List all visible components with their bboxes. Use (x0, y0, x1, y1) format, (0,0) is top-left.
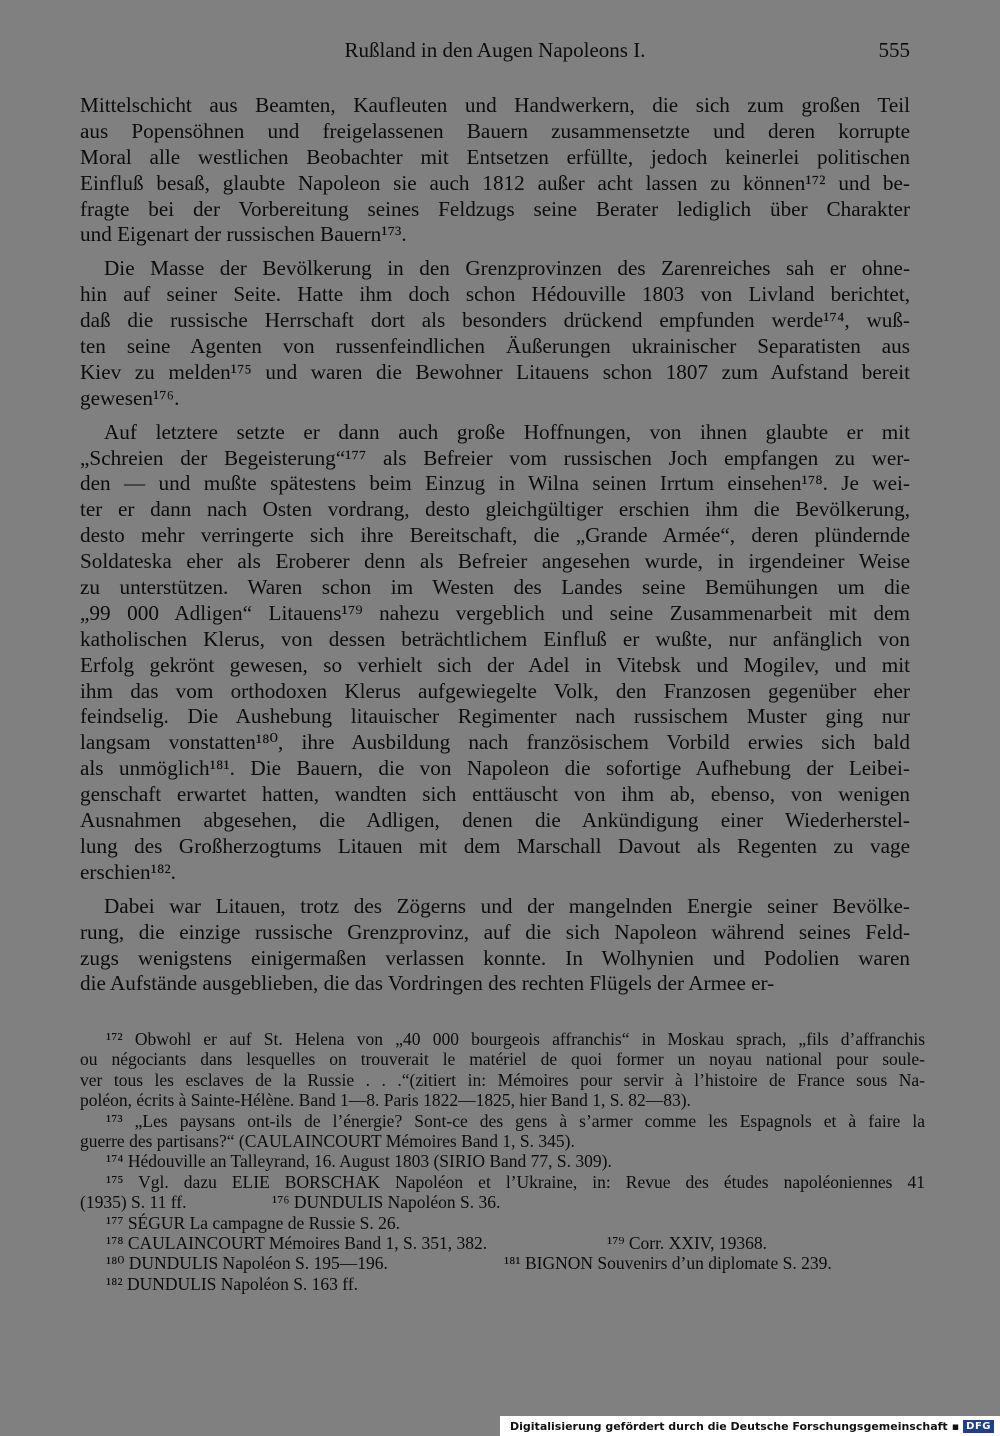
footnote-line: poléon, écrits à Sainte-Hélène. Band 1—8. Paris 1822—1825, hier Band 1, S. 82—83). (80, 1090, 691, 1111)
footnote-line: ¹⁸² DUNDULIS Napoléon S. 163 ff. (106, 1273, 359, 1294)
text-line: ten seine Agenten von russenfeindlichen Äußerungen ukrainischer Separatisten aus (80, 334, 910, 359)
body-text (80, 93, 910, 1005)
text-line: desto mehr verringerte sich ihre Bereitschaft, die „Grande Armée“, deren plündernde (80, 523, 910, 548)
text-line: erschien¹⁸². (80, 859, 176, 884)
text-line: hin auf seiner Seite. Hatte ihm doch schon Hédouville 1803 von Livland berichtet, (80, 282, 910, 307)
dfg-logo-icon: DFG (963, 1420, 994, 1433)
footnote-entry: ¹⁷⁸ CAULAINCOURT Mémoires Band 1, S. 351, 382. (106, 1232, 488, 1253)
footnote-line: ¹⁷⁷ SÉGUR La campagne de Russie S. 26. (106, 1212, 401, 1233)
footnote-line: ver tous les esclaves de la Russie . . .“(zitiert in: Mémoires pour servir à l’histoire de France sous Na- (80, 1069, 925, 1090)
footnote-line: ¹⁷³ „Les paysans ont-ils de l’énergie? Sont-ce des gens à s’armer comme les Espagnols et à faire la (106, 1110, 925, 1131)
footnote-line: ou négociants dans lesquelles on trouverait le matériel de quoi former un noyau national pour soule- (80, 1049, 925, 1070)
running-title: Rußland in den Augen Napoleons I. (344, 38, 646, 62)
text-line: Dabei war Litauen, trotz des Zögerns und der mangelnden Energie seiner Bevölke- (104, 893, 910, 918)
text-line: Die Masse der Bevölkerung in den Grenzprovinzen des Zarenreiches sah er ohne- (104, 256, 910, 281)
text-line: rung, die einzige russische Grenzprovinz, auf die sich Napoleon während seines Feld- (80, 919, 910, 944)
text-line: Ausnahmen abgesehen, die Adligen, denen die Ankündigung einer Wiederherstel- (80, 808, 910, 833)
text-line: Auf letztere setzte er dann auch große Hoffnungen, von ihnen glaubte er mit (104, 419, 910, 444)
page-number: 555 (878, 38, 910, 62)
footnote-entry: (1935) S. 11 ff. (80, 1192, 187, 1213)
footnote-entry: ¹⁷⁹ Corr. XXIV, 19368. (607, 1232, 768, 1253)
text-line: genschaft erwartet hatten, wandten sich enttäuscht von ihm ab, ebenso, von wenigen (80, 782, 910, 807)
text-line: fragte bei der Vorbereitung seines Feldzugs seine Berater lediglich über Charakter (80, 196, 910, 221)
text-line: langsam vonstatten¹⁸⁰, ihre Ausbildung nach französischem Vorbild erwies sich bald (80, 730, 910, 755)
text-line: zu unterstützen. Waren schon im Westen des Landes seine Bemühungen um die (80, 575, 910, 600)
footnote-entry: ¹⁸⁰ DUNDULIS Napoléon S. 195—196. (106, 1253, 388, 1274)
footnote-line (80, 1253, 925, 1273)
text-line: feindselig. Die Aushebung litauischer Regimenter nach russischem Muster ging nur (80, 704, 910, 729)
text-line: ter er dann nach Osten vordrang, desto gleichgültiger erschien ihm die Bevölkerung, (80, 497, 910, 522)
text-line: aus Popensöhnen und freigelassenen Bauern zusammensetzte und deren korrupte (80, 118, 910, 143)
text-line: Mittelschicht aus Beamten, Kaufleuten und Handwerkern, die sich zum großen Teil (80, 93, 910, 117)
footnote-line: ¹⁷⁵ Vgl. dazu ELIE BORSCHAK Napoléon et l’Ukraine, in: Revue des études napoléoniennes 41 (106, 1171, 925, 1192)
text-line: lung des Großherzogtums Litauen mit dem Marschall Davout als Regenten zu vage (80, 833, 910, 858)
footnote-line (80, 1192, 925, 1212)
footnote-line (80, 1233, 925, 1253)
banner-text: Digitalisierung gefördert durch die Deutsche Forschungsgemeinschaft (510, 1419, 948, 1433)
dfg-banner: Digitalisierung gefördert durch die Deutsche Forschungsgemeinschaft ▪ DFG (500, 1416, 1000, 1436)
text-line: ihm das vom orthodoxen Klerus aufgewiegelte Volk, den Franzosen gegenüber eher (80, 678, 910, 703)
paragraph (80, 894, 910, 998)
text-line: daß die russische Herrschaft dort als besonders drückend empfunden werde¹⁷⁴, wuß- (80, 308, 910, 333)
footnote-entry: ¹⁷⁶ DUNDULIS Napoléon S. 36. (272, 1192, 501, 1213)
text-line: „Schreien der Begeisterung“¹⁷⁷ als Befreier vom russischen Joch empfangen zu wer- (80, 445, 910, 470)
text-line: „99 000 Adligen“ Litauens¹⁷⁹ nahezu vergeblich und seine Zusammenarbeit mit dem (80, 600, 910, 625)
text-line: Erfolg gekrönt gewesen, so verhielt sich der Adel in Vitebsk und Mogilev, und mit (80, 652, 910, 677)
text-line: Soldateska eher als Eroberer denn als Befreier angesehen wurde, in irgendeiner Weise (80, 549, 910, 574)
page-header (80, 38, 910, 68)
text-line: Kiev zu melden¹⁷⁵ und waren die Bewohner Litauens schon 1807 zum Aufstand bereit (80, 359, 910, 384)
footnote-entry: ¹⁸¹ BIGNON Souvenirs d’un diplomate S. 239. (504, 1253, 832, 1274)
text-line: Einfluß besaß, glaubte Napoleon sie auch 1812 außer acht lassen zu können¹⁷² und be- (80, 170, 910, 195)
paragraph (80, 420, 910, 886)
text-line: gewesen¹⁷⁶. (80, 385, 180, 410)
text-line: den — und mußte spätestens beim Einzug in Wilna seinen Irrtum einsehen¹⁷⁸. Je wei- (80, 471, 910, 496)
text-line: zugs wenigstens einigermaßen verlassen konnte. In Wolhynien und Podolien waren (80, 945, 910, 970)
text-line: und Eigenart der russischen Bauern¹⁷³. (80, 222, 407, 247)
paragraph (80, 93, 910, 248)
footnote-line: ¹⁷⁴ Hédouville an Talleyrand, 16. August 1803 (SIRIO Band 77, S. 309). (106, 1151, 612, 1172)
footnotes (80, 1029, 925, 1294)
text-line: als unmöglich¹⁸¹. Die Bauern, die von Napoleon die sofortige Aufhebung der Leibei- (80, 756, 910, 781)
text-line: katholischen Klerus, von dessen beträchtlichem Einfluß er wußte, nur anfänglich von (80, 626, 910, 651)
text-line: die Aufstände ausgeblieben, die das Vordringen des rechten Flügels der Armee er- (80, 971, 775, 996)
text-line: Moral alle westlichen Beobachter mit Entsetzen erfüllte, jedoch keinerlei politischen (80, 144, 910, 169)
footnote-line: ¹⁷² Obwohl er auf St. Helena von „40 000 bourgeois affranchis“ in Moskau sprach, „fils d’affranchis (106, 1029, 925, 1049)
footnote-line: guerre des partisans?“ (CAULAINCOURT Mémoires Band 1, S. 345). (80, 1130, 575, 1151)
paragraph (80, 256, 910, 411)
